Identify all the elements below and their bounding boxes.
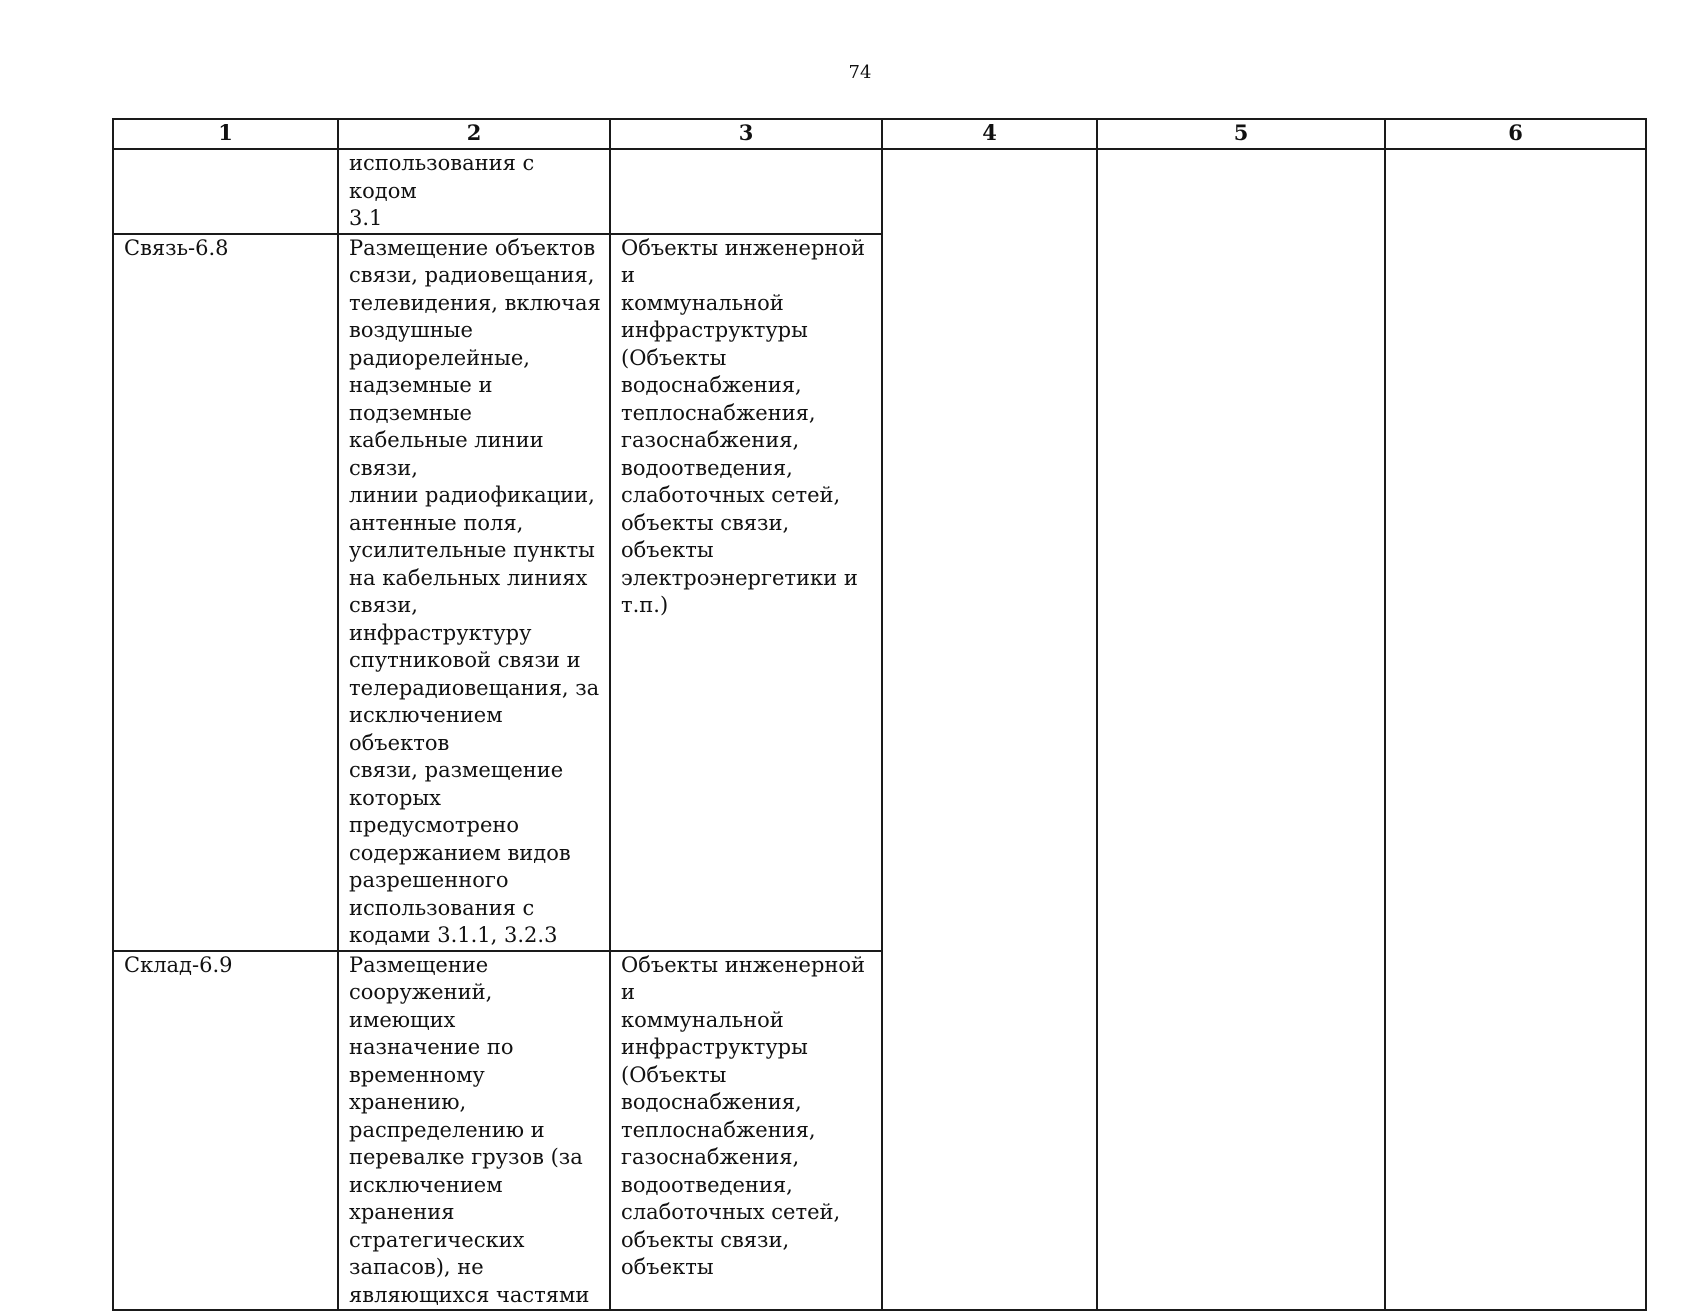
code-cell [113,149,338,234]
column-header-4: 4 [882,119,1097,149]
column-header-5: 5 [1097,119,1385,149]
description-cell [338,149,610,234]
objects-text: Объекты инженерной и коммунальной инфраструктуры (Объекты водоснабжения, теплоснабжения, газоснабжения, водоотведения, слаботочных сетей, объекты связи, объекты электроэнергетики и т.п.) [621,235,866,617]
column-header-2: 2 [338,119,610,149]
column-header-6: 6 [1385,119,1646,149]
code-text: Склад-6.9 [124,952,233,977]
code-cell [113,234,338,951]
table-row [113,149,1646,234]
column-5-cell [1097,149,1385,1310]
objects-cell [610,149,882,234]
objects-cell [610,234,882,951]
description-text: Размещение сооружений, имеющих назначение по временному хранению, распределению и перевалке грузов (за исключением хранения стратегических запасов), не являющихся частями [349,952,590,1307]
description-cell [338,234,610,951]
objects-text: Объекты инженерной и коммунальной инфраструктуры (Объекты водоснабжения, теплоснабжения, газоснабжения, водоотведения, слаботочных сетей, объекты связи, объекты [621,952,866,1279]
description-text: использования с кодом 3.1 [349,151,535,230]
objects-cell [610,951,882,1311]
table-header-row [113,119,1646,149]
description-text: Размещение объектов связи, радиовещания, телевидения, включая воздушные радиорелейные, надземные и подземные кабельные линии связи, линии радиофикации, антенные поля, усилительные пункты на кабельных линиях связи, инфраструктуру спутниковой связи и телерадиовещания, за исключением объектов связи, размещение которых предусмотрено содержанием видов разрешенного использования с кодами 3.1.1, 3.2.3 [349,235,601,947]
page-number: 74 [848,62,872,83]
column-header-3: 3 [610,119,882,149]
column-6-cell [1385,149,1646,1310]
code-text: Связь-6.8 [124,235,229,260]
column-header-1: 1 [113,119,338,149]
description-cell [338,951,610,1311]
regulations-table [112,118,1647,1311]
code-cell [113,951,338,1311]
column-4-cell [882,149,1097,1310]
